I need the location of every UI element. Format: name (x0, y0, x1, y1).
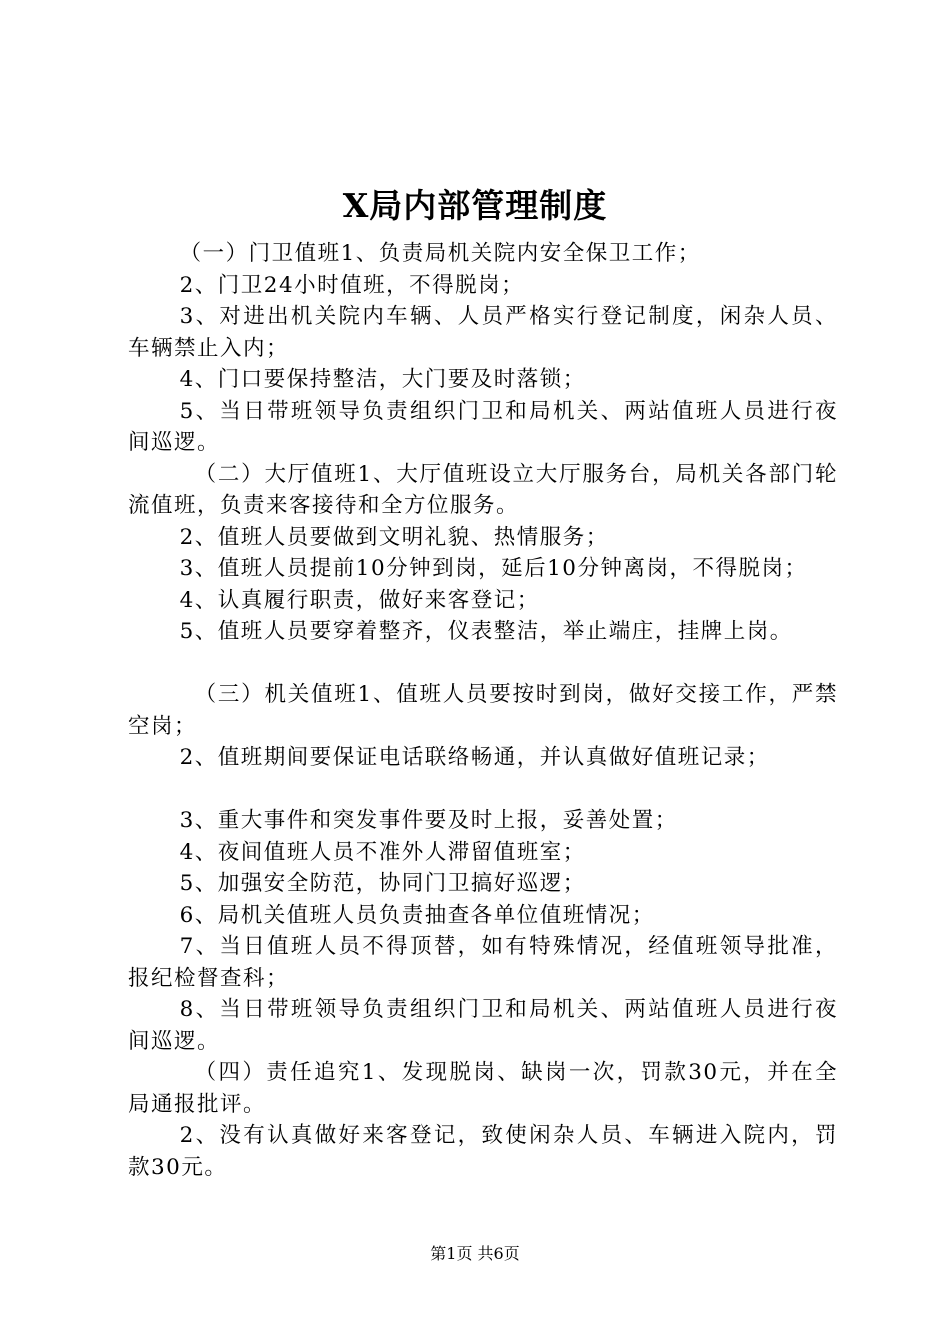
paragraph-item: 5、加强安全防范，协同门卫搞好巡逻； (179, 871, 586, 896)
page-footer: 第1页 共6页 (430, 1244, 520, 1263)
paragraph-section-3: （三）机关值班1、值班人员要按时到岗，做好交接工作，严禁空岗； (128, 682, 838, 739)
paragraph-item: 7、当日值班人员不得顶替，如有特殊情况，经值班领导批准，报纪检督查科； (128, 934, 838, 991)
paragraph-item: 3、对进出机关院内车辆、人员严格实行登记制度，闲杂人员、车辆禁止入内； (128, 304, 838, 361)
paragraph-section-1: （一）门卫值班1、负责局机关院内安全保卫工作； (179, 241, 701, 266)
paragraph-item: 4、门口要保持整洁，大门要及时落锁； (179, 367, 586, 392)
paragraph-item: 8、当日带班领导负责组织门卫和局机关、两站值班人员进行夜间巡逻。 (128, 997, 838, 1054)
paragraph-item: 5、值班人员要穿着整齐，仪表整洁，举止端庄，挂牌上岗。 (179, 619, 793, 644)
paragraph-item: 2、值班人员要做到文明礼貌、热情服务； (179, 524, 609, 550)
paragraph-item: 5、当日带班领导负责组织门卫和局机关、两站值班人员进行夜间巡逻。 (128, 398, 838, 455)
paragraph-section-4: （四）责任追究1、发现脱岗、缺岗一次，罚款30元，并在全局通报批评。 (128, 1060, 838, 1117)
document-title: X局内部管理制度 (342, 186, 608, 225)
paragraph-item: 2、门卫24小时值班，不得脱岗； (179, 272, 525, 298)
document-body (128, 238, 838, 1183)
paragraph-section-2: （二）大厅值班1、大厅值班设立大厅服务台，局机关各部门轮流值班，负责来客接待和全方位服务。 (128, 461, 838, 518)
paragraph-item: 2、值班期间要保证电话联络畅通，并认真做好值班记录； (179, 745, 770, 770)
paragraph-item: 2、没有认真做好来客登记，致使闲杂人员、车辆进入院内，罚款30元。 (128, 1123, 838, 1180)
paragraph-item: 3、重大事件和突发事件要及时上报，妥善处置； (179, 808, 678, 833)
paragraph-item: 4、认真履行职责，做好来客登记； (179, 587, 540, 613)
paragraph-item: 6、局机关值班人员负责抽查各单位值班情况； (179, 902, 655, 928)
paragraph-item: 3、值班人员提前10分钟到岗，延后10分钟离岗，不得脱岗； (179, 556, 808, 581)
paragraph-item: 4、夜间值班人员不准外人滞留值班室； (179, 839, 586, 865)
